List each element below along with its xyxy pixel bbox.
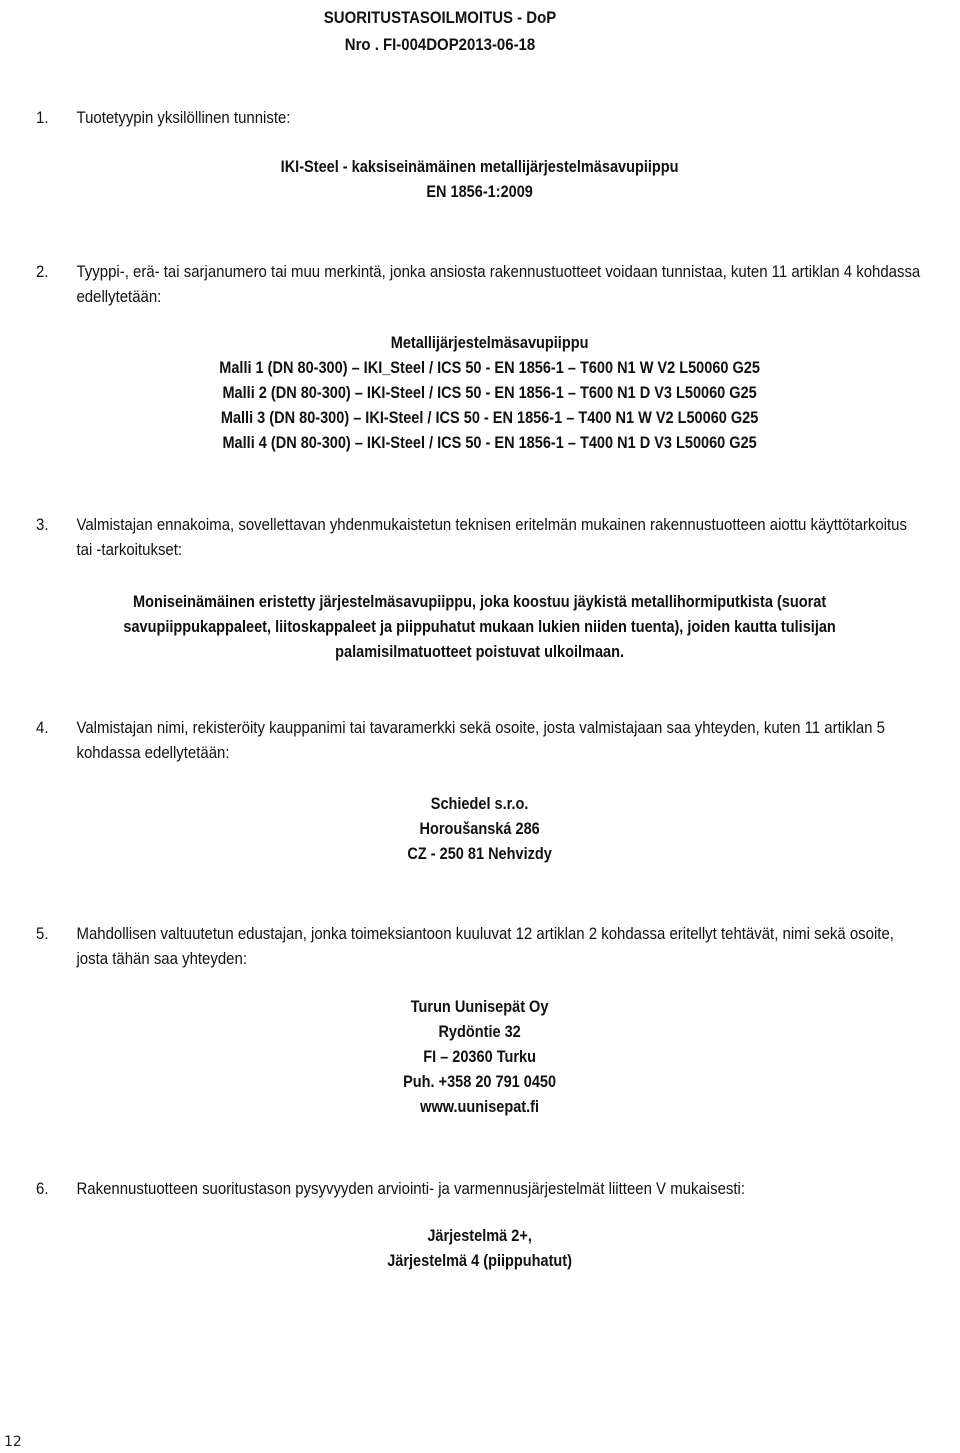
section-6-content bbox=[0, 1224, 959, 1274]
section-text: Rakennustuotteen suoritustason pysyvyyden arviointi- ja varmennusjärjestelmät liitteen V mukaisesti: bbox=[76, 1179, 746, 1198]
section-text: Tuotetyypin yksilöllinen tunniste: bbox=[76, 108, 291, 127]
content-line: FI – 20360 Turku bbox=[423, 1048, 536, 1066]
content-line: Järjestelmä 2+, bbox=[427, 1227, 532, 1245]
content-line: savupiippukappaleet, liitoskappaleet ja piippuhatut mukaan lukien niiden tuenta), joiden kautta tulisijan bbox=[123, 618, 836, 636]
document-header bbox=[0, 4, 880, 58]
section-number: 1. bbox=[36, 108, 49, 127]
content-line: EN 1856-1:2009 bbox=[426, 183, 533, 201]
section-text: Mahdollisen valtuutetun edustajan, jonka toimeksiantoon kuuluvat 12 artiklan 2 kohdassa eritellyt tehtävät, nimi sekä osoite, josta tähän saa yhteyden: bbox=[76, 924, 894, 968]
content-line: palamisilmatuotteet poistuvat ulkoilmaan. bbox=[335, 643, 625, 661]
section-text: Tyyppi-, erä- tai sarjanumero tai muu merkintä, jonka ansiosta rakennustuotteet voidaan tunnistaa, kuten 11 artiklan 4 kohdassa edellytetään: bbox=[76, 262, 921, 306]
content-line: Malli 2 (DN 80-300) – IKI-Steel / ICS 50 - EN 1856-1 – T600 N1 D V3 L50060 G25 bbox=[222, 384, 757, 402]
section-text: Valmistajan nimi, rekisteröity kauppanimi tai tavaramerkki sekä osoite, josta valmistajaan saa yhteyden, kuten 11 artiklan 5 kohdassa edellytetään: bbox=[76, 718, 885, 762]
page-number: 12 bbox=[4, 1434, 22, 1450]
section-1-content bbox=[0, 155, 959, 205]
content-line: www.uunisepat.fi bbox=[420, 1098, 540, 1116]
content-line: Järjestelmä 4 (piippuhatut) bbox=[387, 1252, 572, 1270]
section-5-content bbox=[0, 995, 959, 1120]
document-number: Nro . FI-004DOP2013-06-18 bbox=[344, 35, 536, 54]
document-title: SUORITUSTASOILMOITUS - DoP bbox=[323, 8, 557, 27]
section-2-content bbox=[10, 331, 960, 456]
content-line: Moniseinämäinen eristetty järjestelmäsavupiippu, joka koostuu jäykistä metallihormiputkista (suorat bbox=[133, 593, 827, 611]
content-line: Puh. +358 20 791 0450 bbox=[403, 1073, 557, 1091]
section-3-content bbox=[0, 590, 959, 665]
content-line: Schiedel s.r.o. bbox=[430, 795, 529, 813]
content-line: Turun Uunisepät Oy bbox=[410, 998, 549, 1016]
section-4-content bbox=[0, 792, 959, 867]
content-line: Metallijärjestelmäsavupiippu bbox=[390, 334, 589, 352]
content-line: Malli 1 (DN 80-300) – IKI_Steel / ICS 50 - EN 1856-1 – T600 N1 W V2 L50060 G25 bbox=[219, 359, 760, 377]
section-number: 3. bbox=[36, 515, 49, 534]
section-number: 2. bbox=[36, 262, 49, 281]
content-line: CZ - 250 81 Nehvizdy bbox=[407, 845, 552, 863]
section-number: 5. bbox=[36, 924, 49, 943]
section-text: Valmistajan ennakoima, sovellettavan yhdenmukaistetun teknisen eritelmän mukainen rakennustuotteen aiottu käyttötarkoitus tai -tarkoitukset: bbox=[76, 515, 907, 559]
content-line: Malli 4 (DN 80-300) – IKI-Steel / ICS 50 - EN 1856-1 – T400 N1 D V3 L50060 G25 bbox=[222, 434, 757, 452]
content-line: Rydöntie 32 bbox=[438, 1023, 521, 1041]
section-number: 4. bbox=[36, 718, 49, 737]
content-line: Malli 3 (DN 80-300) – IKI-Steel / ICS 50 - EN 1856-1 – T400 N1 W V2 L50060 G25 bbox=[220, 409, 759, 427]
section-number: 6. bbox=[36, 1179, 49, 1198]
content-line: Horoušanská 286 bbox=[419, 820, 540, 838]
content-line: IKI-Steel - kaksiseinämäinen metallijärjestelmäsavupiippu bbox=[280, 158, 679, 176]
